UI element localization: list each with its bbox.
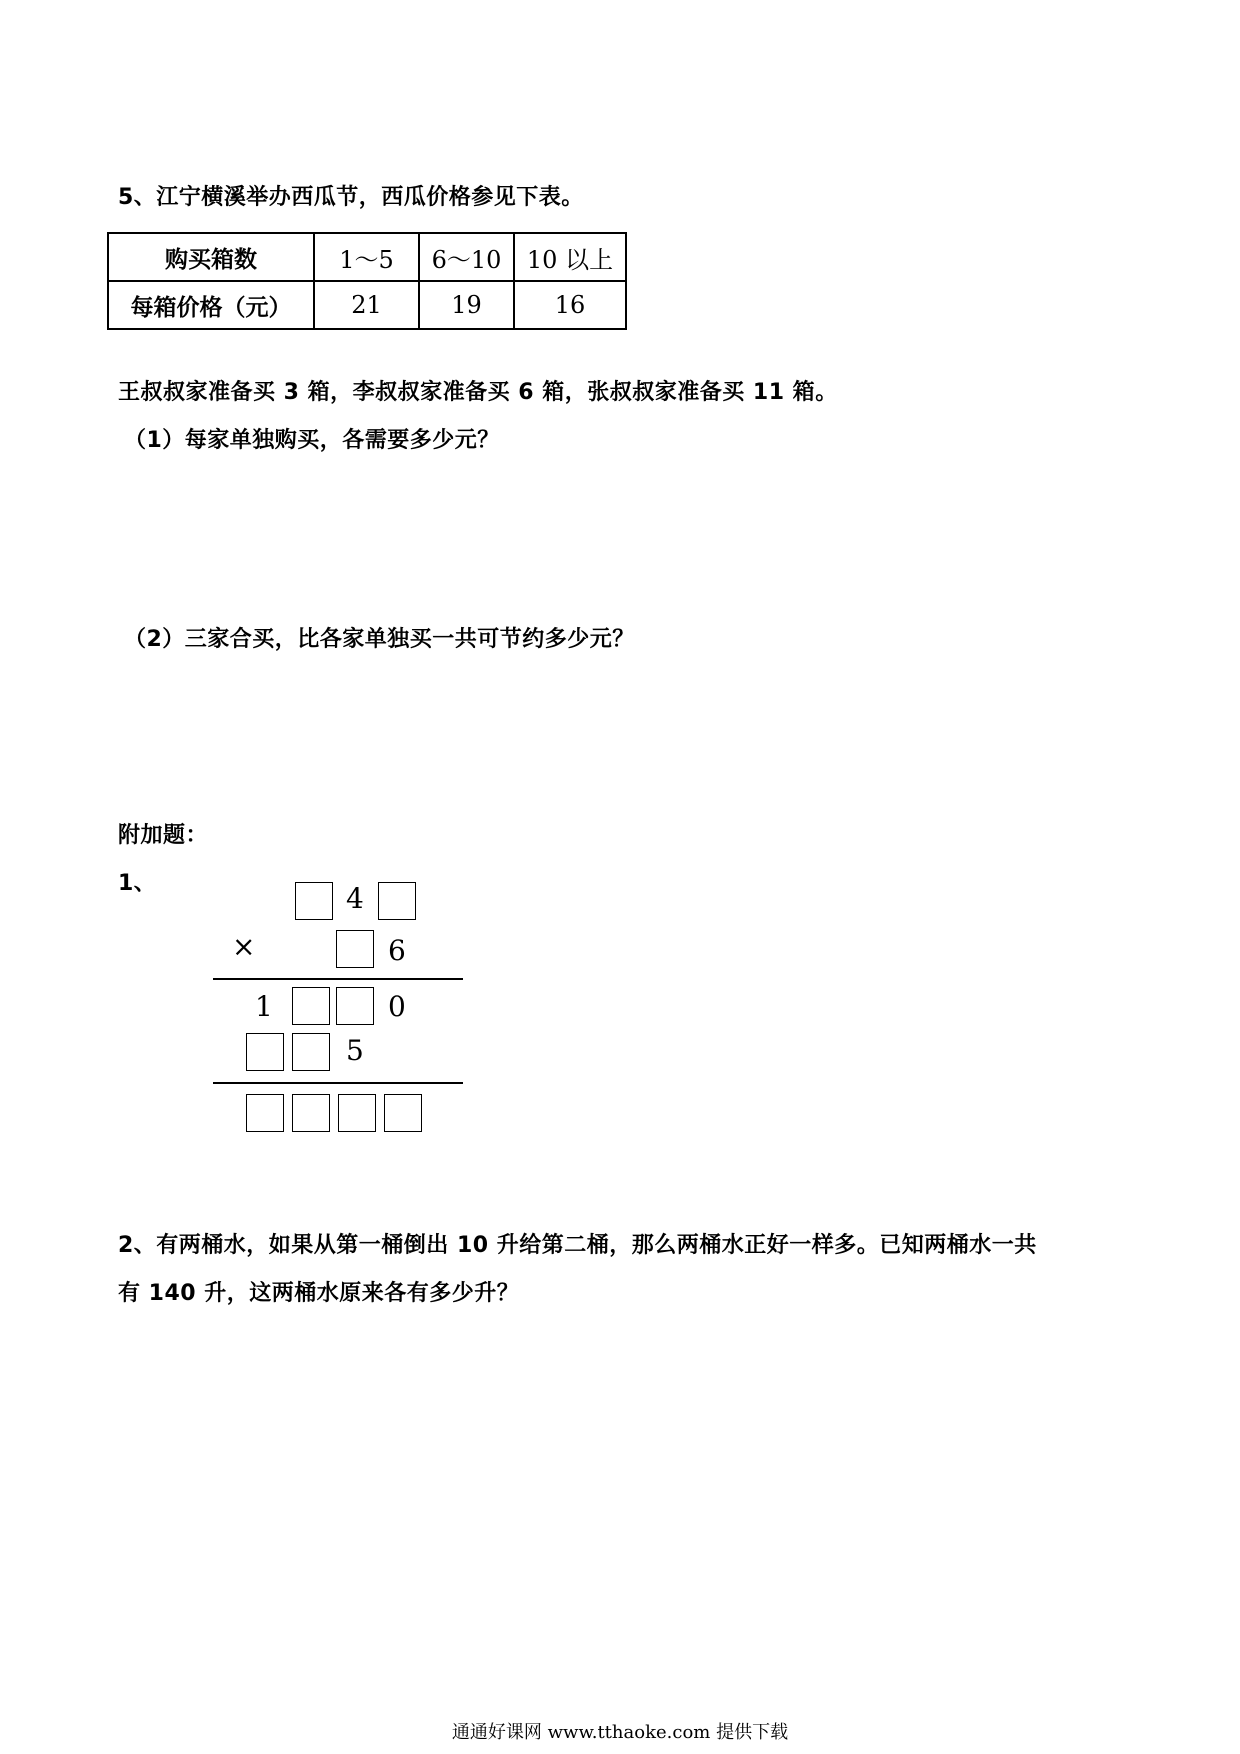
bonus-problem1-label: 1、 (118, 871, 157, 896)
price-cell: 21 (314, 281, 419, 329)
blank-box (336, 930, 374, 968)
blank-box (295, 882, 333, 920)
bonus-problem2-line1: 2、有两桶水，如果从第一桶倒出 10 升给第二桶，那么两桶水正好一样多。已知两桶水一共 (118, 1233, 1037, 1258)
table-row (108, 281, 626, 329)
blank-box (292, 987, 330, 1025)
blank-box (292, 1033, 330, 1071)
table-row (108, 233, 626, 281)
price-cell: 16 (514, 281, 626, 329)
rule-line (213, 1082, 463, 1084)
range-cell: 1～5 (314, 233, 419, 281)
problem5-statement: 王叔叔家准备买 3 箱，李叔叔家准备买 6 箱，张叔叔家准备买 11 箱。 (118, 380, 838, 405)
digit-one: 1 (255, 990, 273, 1023)
blank-box (384, 1094, 422, 1132)
range-cell: 6～10 (419, 233, 514, 281)
digit-six: 6 (388, 934, 406, 967)
rule-line (213, 978, 463, 980)
blank-box (292, 1094, 330, 1132)
digit-zero: 0 (388, 990, 406, 1023)
blank-box (338, 1094, 376, 1132)
bonus-heading: 附加题： (118, 823, 209, 848)
header-label: 购买箱数 (108, 233, 314, 281)
range-cell: 10 以上 (514, 233, 626, 281)
problem5-question1: （1）每家单独购买，各需要多少元？ (124, 428, 500, 453)
digit-five: 5 (346, 1034, 364, 1067)
footer-credit: 通通好课网 www.tthaoke.com 提供下载 (451, 1722, 789, 1743)
times-sign: × (232, 930, 256, 963)
blank-box (246, 1094, 284, 1132)
bonus-problem2-line2: 有 140 升，这两桶水原来各有多少升？ (118, 1281, 520, 1306)
problem5-question2: （2）三家合买，比各家单独买一共可节约多少元？ (124, 627, 635, 652)
digit-four: 4 (346, 882, 364, 915)
problem5-title: 5、江宁横溪举办西瓜节，西瓜价格参见下表。 (118, 185, 584, 210)
blank-box (378, 882, 416, 920)
price-cell: 19 (419, 281, 514, 329)
price-label: 每箱价格（元） (108, 281, 314, 329)
blank-box (336, 987, 374, 1025)
price-table (107, 232, 627, 330)
blank-box (246, 1033, 284, 1071)
